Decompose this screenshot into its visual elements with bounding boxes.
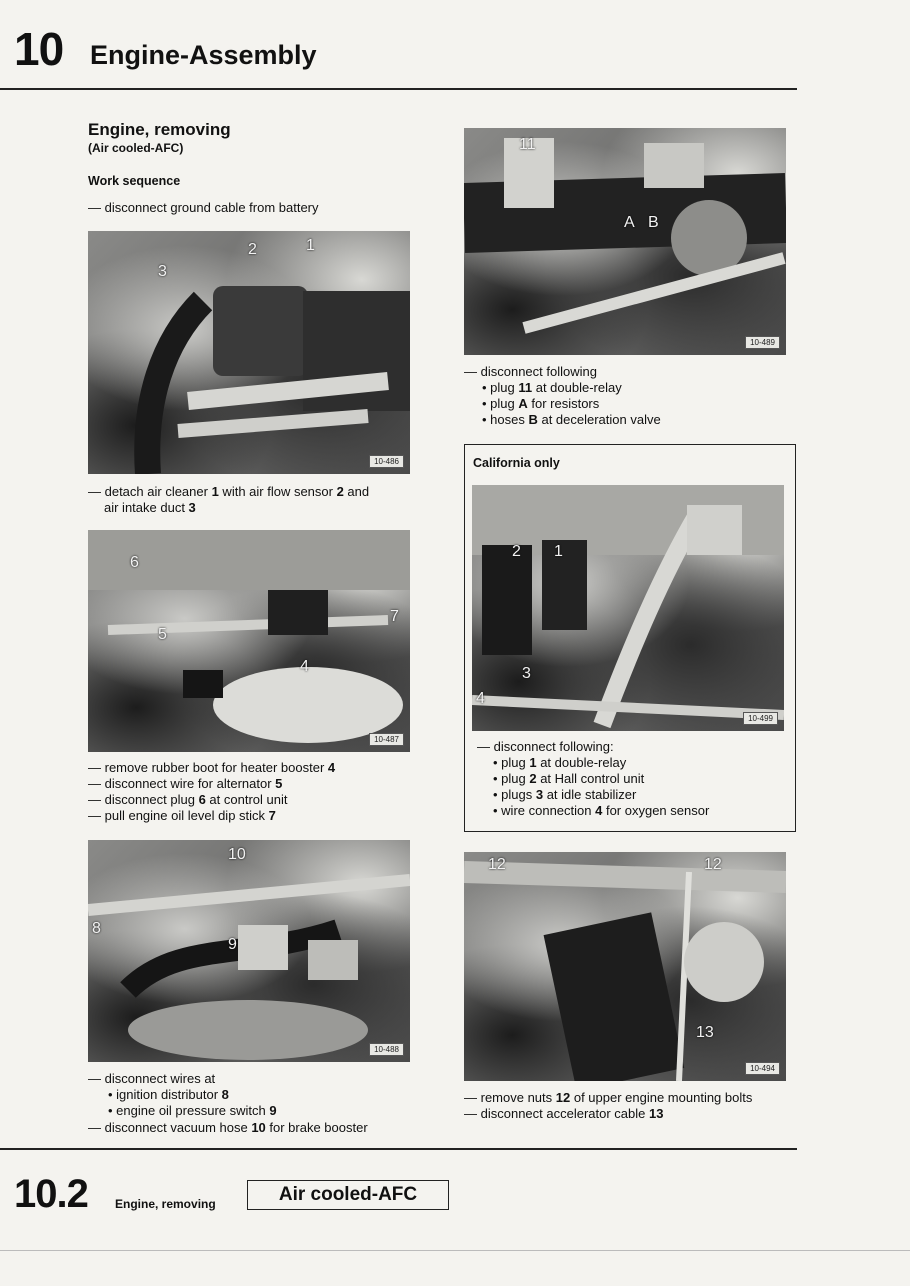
california-plug-1: • plug 1 at double-relay <box>493 755 627 770</box>
footer-page-number: 10.2 <box>14 1172 88 1216</box>
california-box <box>464 444 796 832</box>
photo-label-4: 4 <box>476 690 485 707</box>
california-disconnect-following: — disconnect following: <box>477 739 614 754</box>
photo-air-cleaner-drawing <box>88 231 410 474</box>
photo-mounting-bolts <box>464 852 786 1081</box>
photo-reference: 10-486 <box>369 455 404 468</box>
photo-california-drawing <box>472 485 784 731</box>
footer-tag: Air cooled-AFC <box>247 1180 449 1210</box>
photo-label-1: 1 <box>554 543 563 560</box>
photo-label-8: 8 <box>92 920 101 937</box>
photo-mounting-bolts-drawing <box>464 852 786 1081</box>
photo-reference: 10-489 <box>745 336 780 349</box>
step-detach-air-cleaner: — detach air cleaner 1 with air flow sensor 2 and <box>88 484 370 499</box>
photo-label-b: B <box>648 214 659 231</box>
photo-california <box>472 485 784 731</box>
step-dip-stick: — pull engine oil level dip stick 7 <box>88 808 276 823</box>
section-subtitle: (Air cooled-AFC) <box>88 141 184 155</box>
step-detach-air-cleaner-cont: air intake duct 3 <box>104 500 196 515</box>
photo-reference: 10-487 <box>369 733 404 746</box>
photo-label-13: 13 <box>696 1024 714 1041</box>
photo-label-2: 2 <box>248 241 257 258</box>
step-hoses-b: • hoses B at deceleration valve <box>482 412 661 427</box>
photo-label-3: 3 <box>158 263 167 280</box>
california-wire-4: • wire connection 4 for oxygen sensor <box>493 803 710 818</box>
step-rubber-boot: — remove rubber boot for heater booster 4 <box>88 760 336 775</box>
photo-label-9: 9 <box>228 936 237 953</box>
photo-label-7: 7 <box>390 608 399 625</box>
photo-label-11: 11 <box>519 136 536 153</box>
photo-label-2: 2 <box>512 543 521 560</box>
photo-label-1: 1 <box>306 237 315 254</box>
photo-label-a: A <box>624 214 635 231</box>
photo-heater-booster <box>88 530 410 752</box>
step-plug-a: • plug A for resistors <box>482 396 600 411</box>
photo-label-4: 4 <box>300 658 309 675</box>
photo-distributor-drawing <box>88 840 410 1062</box>
section-title: Engine, removing <box>88 120 231 139</box>
california-plug-2: • plug 2 at Hall control unit <box>493 771 645 786</box>
photo-reference: 10-499 <box>743 712 778 725</box>
header-rule <box>0 88 797 90</box>
california-plugs-3: • plugs 3 at idle stabilizer <box>493 787 637 802</box>
photo-label-5: 5 <box>158 626 167 643</box>
chapter-title: Engine-Assembly <box>90 40 317 70</box>
page-bottom-rule <box>0 1250 910 1251</box>
photo-label-3: 3 <box>522 665 531 682</box>
step-accelerator-cable: — disconnect accelerator cable 13 <box>464 1106 664 1121</box>
california-title: California only <box>473 456 560 470</box>
step-ignition-distributor: • ignition distributor 8 <box>108 1087 229 1102</box>
photo-air-cleaner <box>88 231 410 474</box>
step-vacuum-hose: — disconnect vacuum hose 10 for brake booster <box>88 1120 368 1135</box>
photo-double-relay-drawing <box>464 128 786 355</box>
photo-label-6: 6 <box>130 554 139 571</box>
step-control-unit-plug: — disconnect plug 6 at control unit <box>88 792 288 807</box>
step-disconnect-wires: — disconnect wires at <box>88 1071 216 1086</box>
photo-reference: 10-494 <box>745 1062 780 1075</box>
photo-double-relay <box>464 128 786 355</box>
photo-label-10: 10 <box>228 846 246 863</box>
step-oil-pressure-switch: • engine oil pressure switch 9 <box>108 1103 277 1118</box>
step-plug-11: • plug 11 at double-relay <box>482 380 622 395</box>
step-remove-nuts: — remove nuts 12 of upper engine mounting bolts <box>464 1090 753 1105</box>
step-ground-cable: — disconnect ground cable from battery <box>88 200 319 215</box>
footer-section-label: Engine, removing <box>115 1197 216 1211</box>
chapter-number: 10 <box>14 23 64 75</box>
step-disconnect-following: — disconnect following <box>464 364 597 379</box>
footer-rule <box>0 1148 797 1150</box>
photo-reference: 10-488 <box>369 1043 404 1056</box>
photo-label-12-right: 12 <box>704 856 722 873</box>
step-alternator-wire: — disconnect wire for alternator 5 <box>88 776 283 791</box>
photo-distributor <box>88 840 410 1062</box>
photo-label-12-left: 12 <box>488 856 506 873</box>
work-sequence-label: Work sequence <box>88 174 181 188</box>
